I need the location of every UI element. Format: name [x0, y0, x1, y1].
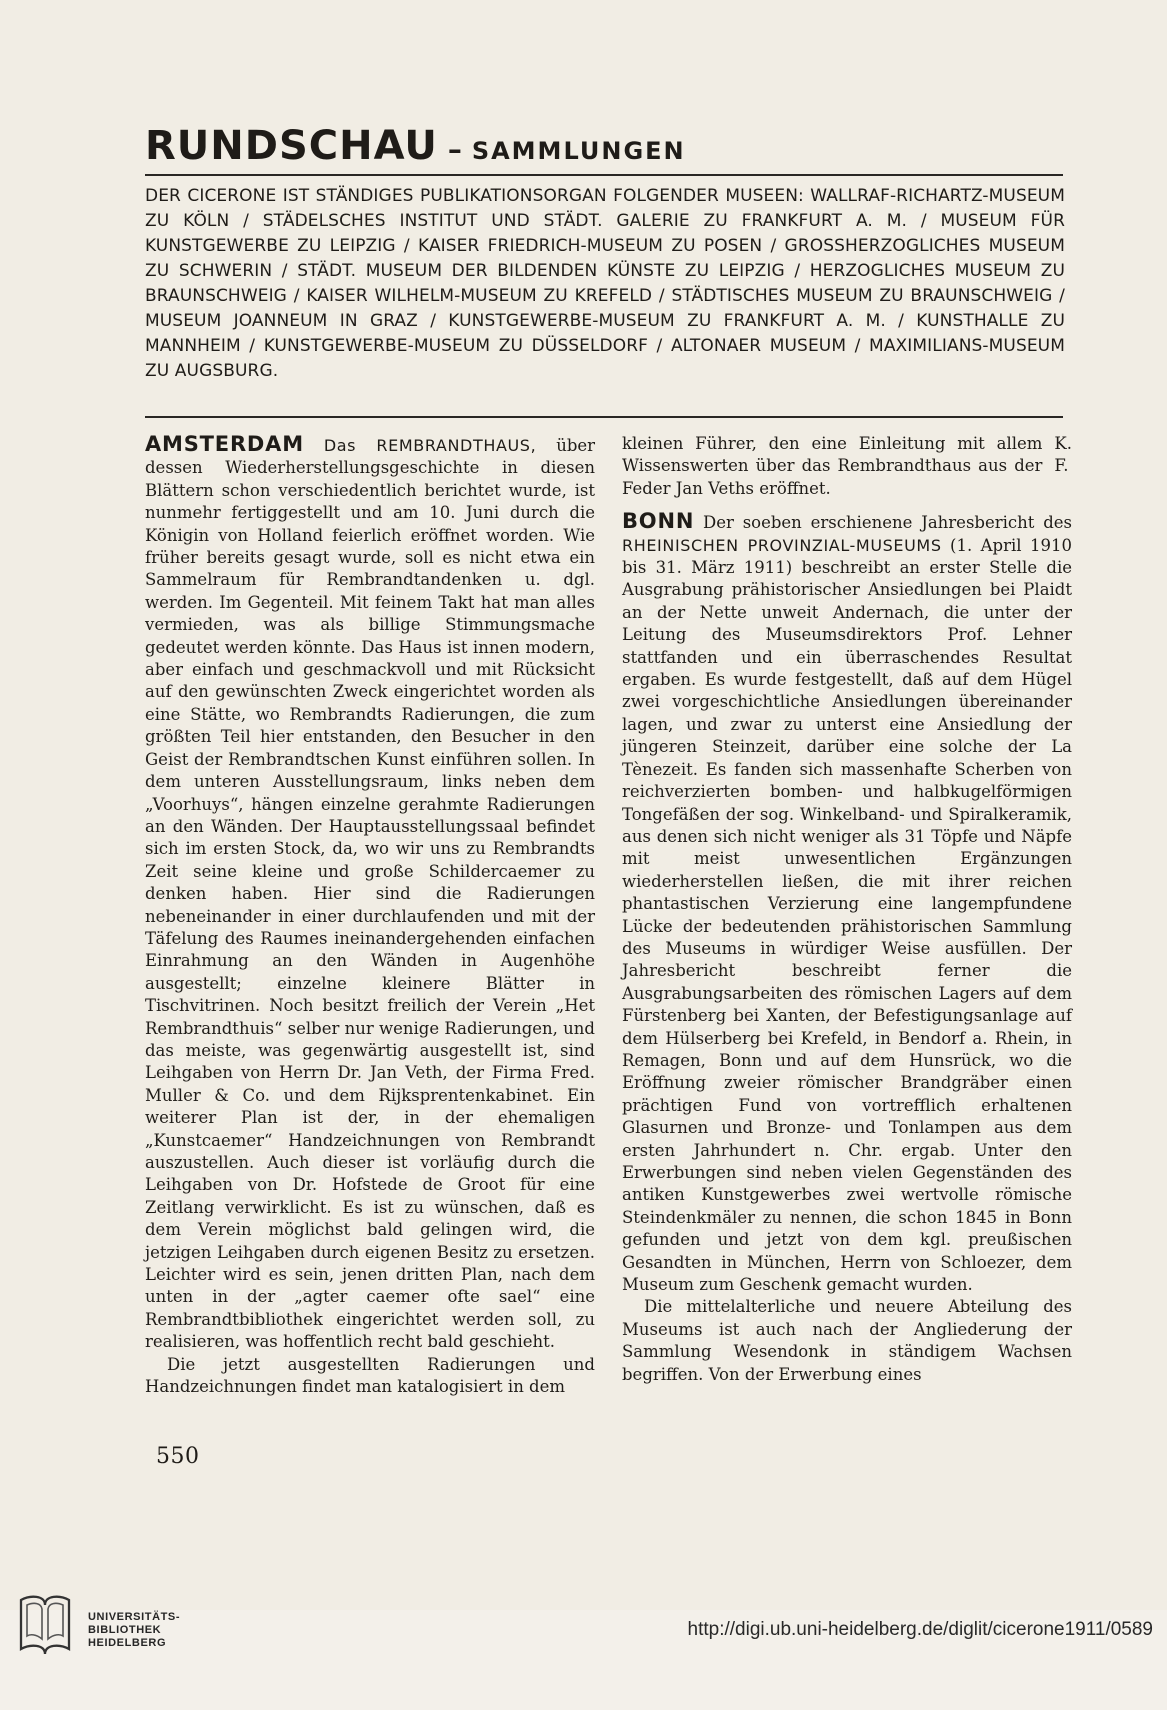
library-name: UNIVERSITÄTS- BIBLIOTHEK HEIDELBERG: [88, 1611, 181, 1649]
bonn-museum: RHEINISCHEN PROVINZIAL-MUSEUMS: [622, 535, 942, 555]
right-column: [622, 433, 1072, 1386]
bonn-text: (1. April 1910 bis 31. März 1911) beschreibt an erster Stelle die Ausgrabung prähistorischer Ansiedlungen bei Plaidt an der Nette unweit Andernach, die unter der Leitung des Museumsdirektors Prof. Lehner stattfanden und ein überraschendes Resultat ergaben. Es wurde festgestellt, daß auf dem Hügel zwei vorgeschichtliche Ansiedlungen übereinander lagen, und zwar zu unterst eine Ansiedlung der jüngeren Steinzeit, darüber eine solche der La Tènezeit. Es fanden sich massenhafte Scherben von reichverzierten bomben- und halbkugelförmigen Tongefäßen der sog. Winkelband- und Spiralkeramik, aus denen sich nicht weniger als 31 Töpfe und Näpfe mit meist unwesentlichen Ergänzungen wiederherstellen ließen, die mit ihrer reichen phantastischen Verzierung eine langempfundene Lücke der bedeutenden prähistorischen Sammlung des Museums in würdiger Weise ausfüllen. Der Jahresbericht beschreibt ferner die Ausgrabungsarbeiten des römischen Lagers auf dem Fürstenberg bei Xanten, der Befestigungsanlage auf dem Hülserberg bei Krefeld, in Bendorf a. Rhein, in Remagen, Bonn und auf dem Hunsrück, wo die Eröffnung zweier römischer Brandgräber einen prächtigen Fund von vortrefflich erhaltenen Glasurnen und Bronze- und Tonlampen aus dem ersten Jahrhundert n. Chr. ergab. Unter den Erwerbungen sind neben vielen Gegenständen des antiken Kunstgewerbes zwei wertvolle römische Steindenkmäler zu nennen, die schon 1845 in Bonn gefunden und jetzt von dem kgl. preußischen Gesandten in München, Herrn von Schloezer, dem Museum zum Geschenk gemacht wurden.: [622, 535, 1072, 1295]
left-column: [145, 433, 595, 1398]
library-logo-text: [88, 1611, 208, 1650]
bonn-article: [622, 510, 1072, 1296]
amsterdam-article: [145, 433, 595, 1354]
amsterdam-continuation: kleinen Führer, den eine Einleitung mit allem Wissenswerten über das Rembrandthaus aus der Feder Jan Veths eröffnet.: [622, 434, 1043, 498]
bonn-lead: Der soeben erschienene Jahresbericht des: [703, 513, 1072, 533]
bonn-text-continued: Die mittelalterliche und neuere Abteilung des Museums ist auch nach der Angliederung der Sammlung Wesendonk in ständigem Wachsen begriffen. Von der Erwerbung eines: [622, 1297, 1072, 1384]
title-subheading: SAMMLUNGEN: [471, 137, 686, 165]
bonn-heading: BONN: [622, 509, 695, 534]
section-rule: [145, 416, 1063, 418]
amsterdam-text-continued: Die jetzt ausgestellten Radierungen und Handzeichnungen findet man katalogisiert in dem: [145, 1354, 595, 1397]
intro-paragraph: DER CICERONE IST STÄNDIGES PUBLIKATIONSORGAN FOLGENDER MUSEEN: WALLRAF-RICHARTZ-MUSEUM ZU KÖLN / STÄDELSCHES INSTITUT UND STÄDT. GALERIE ZU FRANKFURT A. M. / MUSEUM FÜR KUNSTGEWERBE ZU LEIPZIG / KAISER FRIEDRICH-MUSEUM ZU POSEN / GROSSHERZOGLICHES MUSEUM ZU SCHWERIN / STÄDT. MUSEUM DER BILDENDEN KÜNSTE ZU LEIPZIG / HERZOGLICHES MUSEUM ZU BRAUNSCHWEIG / KAISER WILHELM-MUSEUM ZU KREFELD / STÄDTISCHES MUSEUM ZU BRAUNSCHWEIG / MUSEUM JOANNEUM IN GRAZ / KUNSTGEWERBE-MUSEUM ZU FRANKFURT A. M. / KUNSTHALLE ZU MANNHEIM / KUNSTGEWERBE-MUSEUM ZU DÜSSELDORF / ALTONAER MUSEUM / MAXIMILIANS-MUSEUM ZU AUGSBURG.: [145, 186, 1065, 381]
amsterdam-text: über dessen Wiederherstellungsgeschichte in diesen Blättern schon verschiedentlich berichtet wurde, ist nunmehr fertiggestellt und am 10. Juni durch die Königin von Holland feierlich eröffnet worden. Wie früher bereits gesagt wurde, soll es nicht etwa ein Sammelraum für Rembrandtandenken u. dgl. werden. Im Gegenteil. Mit feinem Takt hat man alles vermieden, was als billige Stimmungsmache gedeutet werden könnte. Das Haus ist innen modern, aber einfach und geschmackvoll und mit Rücksicht auf den gewünschten Zweck eingerichtet worden als eine Stätte, wo Rembrandts Radierungen, die zum größten Teil hier entstanden, den Besucher in den Geist der Rembrandtschen Kunst einführen sollen. In dem unteren Ausstellungsraum, links neben dem „Voorhuys“, hängen einzelne gerahmte Radierungen an den Wänden. Der Hauptausstellungssaal befindet sich im ersten Stock, da, wo wir uns zu Rembrandts Zeit seine kleine und große Schildercaemer zu denken haben. Hier sind die Radierungen nebeneinander in einer durchlaufenden und mit der Täfelung des Raumes ineinandergehenden einfachen Einrahmung an den Wänden in Augenhöhe ausgestellt; einzelne kleinere Blätter in Tischvitrinen. Noch besitzt freilich der Verein „Het Rembrandthuis“ selber nur wenige Radierungen, und das meiste, was gegenwärtig ausgestellt ist, sind Leihgaben von Herrn Dr. Jan Veth, der Firma Fred. Muller & Co. und dem Rijksprentenkabinet. Ein weiterer Plan ist der, in der ehemaligen „Kunstcaemer“ Handzeichnungen von Rembrandt auszustellen. Auch dieser ist vorläufig durch die Leihgaben von Dr. Hofstede de Groot für eine Zeitlang verwirklicht. Es ist zu wünschen, daß es dem Verein möglichst bald gelingen wird, die jetzigen Leihgaben durch eigenen Besitz zu ersetzen. Leichter wird es sein, jenen dritten Plan, nach dem unten in der „agter caemer ofte sael“ eine Rembrandtbibliothek eingerichtet werden soll, zu realisieren, was hoffentlich recht bald geschieht.: [145, 436, 596, 1352]
footer-url[interactable]: http://digi.ub.uni-heidelberg.de/diglit/cicerone1911/0589: [687, 1619, 1153, 1640]
title-separator: –: [447, 133, 462, 166]
title-main: RUNDSCHAU: [145, 123, 438, 169]
amsterdam-lead: Das REMBRANDTHAUS,: [323, 436, 537, 455]
page-number: 550: [156, 1444, 200, 1469]
signature: K. F.: [1054, 434, 1072, 476]
amsterdam-continuation-block: [622, 433, 1072, 500]
amsterdam-heading: AMSTERDAM: [145, 432, 304, 456]
page-title: [145, 123, 1065, 174]
university-logo-icon: [18, 1593, 72, 1657]
top-rule: [145, 174, 1063, 176]
